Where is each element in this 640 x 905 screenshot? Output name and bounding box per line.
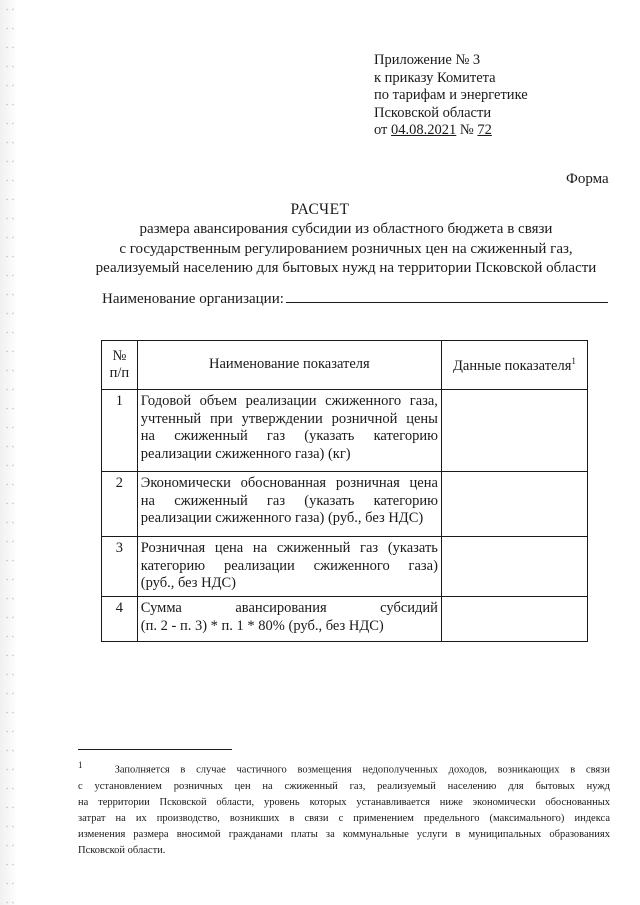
footnote [78, 757, 610, 859]
row-number: 1 [102, 390, 138, 472]
row-value-cell[interactable] [441, 390, 587, 472]
table-row [102, 472, 588, 537]
indicator-line: реализации сжиженного газа) (кг) [140, 445, 351, 462]
footnote-text: Заполняется в случае частичного возмещения недополученных доходов, возникающих в связи [114, 764, 610, 776]
header-indicator-name: Наименование показателя [137, 341, 441, 390]
document-subtitle [86, 220, 606, 279]
table-header-row [102, 341, 588, 390]
indicator-line: учтенный при утверждении розничной цены [140, 410, 438, 427]
appendix-date-line [374, 122, 528, 140]
document-title: РАСЧЕТ [290, 201, 350, 218]
subtitle-line: с государственным регулированием розничных цен на сжиженный газ, [119, 240, 573, 257]
header-num-pp: п/п [109, 365, 130, 381]
row-indicator [137, 537, 441, 597]
footnote-line: на территории Псковской области, уровень которых устанавливается ниже экономически обоснованных [78, 796, 610, 808]
indicator-line: реализации сжиженного газа) (руб., без НДС) [140, 510, 424, 526]
row-number: 3 [102, 537, 138, 597]
organization-blank-line [286, 288, 608, 303]
order-number: 72 [477, 122, 492, 138]
subtitle-line: реализуемый населению для бытовых нужд на территории Псковской области [95, 260, 597, 276]
appendix-line: к приказу Комитета [374, 69, 496, 86]
footnote-line: с установлением розничных цен на сжиженный газ, реализуемый населению для бытовых нужд [78, 780, 610, 792]
appendix-line: Приложение № 3 [374, 52, 481, 68]
footnote-ref: 1 [571, 355, 576, 366]
row-number: 2 [102, 472, 138, 537]
row-indicator [137, 472, 441, 537]
footnote-line: Псковской области. [78, 844, 166, 856]
footnote-divider [78, 749, 232, 750]
header-num [102, 341, 138, 390]
indicator-line: на сжиженный газ (указать категорию [140, 428, 438, 444]
appendix-header [374, 52, 528, 140]
footnote-line: затрат на их производство, возникших в связи с применением предельного (максимального) индекса [78, 812, 610, 824]
row-value-cell[interactable] [441, 472, 587, 537]
indicator-line: Экономически обоснованная розничная цена [140, 475, 438, 491]
table-row [102, 597, 588, 642]
number-prefix: № [456, 122, 478, 138]
organization-label: Наименование организации: [102, 291, 284, 307]
row-number: 4 [102, 597, 138, 642]
footnote-line [78, 757, 610, 779]
form-label: Форма [566, 171, 609, 187]
row-indicator [137, 597, 441, 642]
appendix-line: по тарифам и энергетике [374, 87, 528, 103]
scan-edge-perforation [4, 0, 14, 905]
row-value-cell[interactable] [441, 537, 587, 597]
footnote-line: изменения размера вносимой гражданами платы за коммунальные услуги в муниципальных образованиях [78, 828, 610, 840]
order-date: 04.08.2021 [391, 122, 457, 138]
table-row [102, 390, 588, 472]
footnote-marker: 1 [78, 760, 83, 770]
header-num-sign: № [112, 348, 127, 364]
table-row [102, 537, 588, 597]
appendix-line: Псковской области [374, 104, 492, 121]
header-value-label: Данные показателя [453, 357, 572, 374]
row-value-cell[interactable] [441, 597, 587, 642]
organization-field [102, 288, 608, 308]
indicator-line: Розничная цена на сжиженный газ (указать [140, 540, 438, 556]
header-indicator-value [441, 341, 587, 390]
calculation-table [101, 340, 588, 642]
subtitle-line: размера авансирования субсидии из областного бюджета в связи [139, 221, 553, 237]
indicator-line: Сумма авансирования субсидий [140, 600, 438, 616]
indicator-line: (руб., без НДС) [140, 575, 236, 591]
indicator-line: категорию реализации сжиженного газа) [140, 557, 438, 574]
date-prefix: от [374, 122, 392, 138]
indicator-line: Годовой объем реализации сжиженного газа, [140, 393, 438, 409]
indicator-line: (п. 2 - п. 3) * п. 1 * 80% (руб., без НДС) [140, 617, 384, 634]
row-indicator [137, 390, 441, 472]
indicator-line: на сжиженный газ (указать категорию [140, 492, 438, 509]
